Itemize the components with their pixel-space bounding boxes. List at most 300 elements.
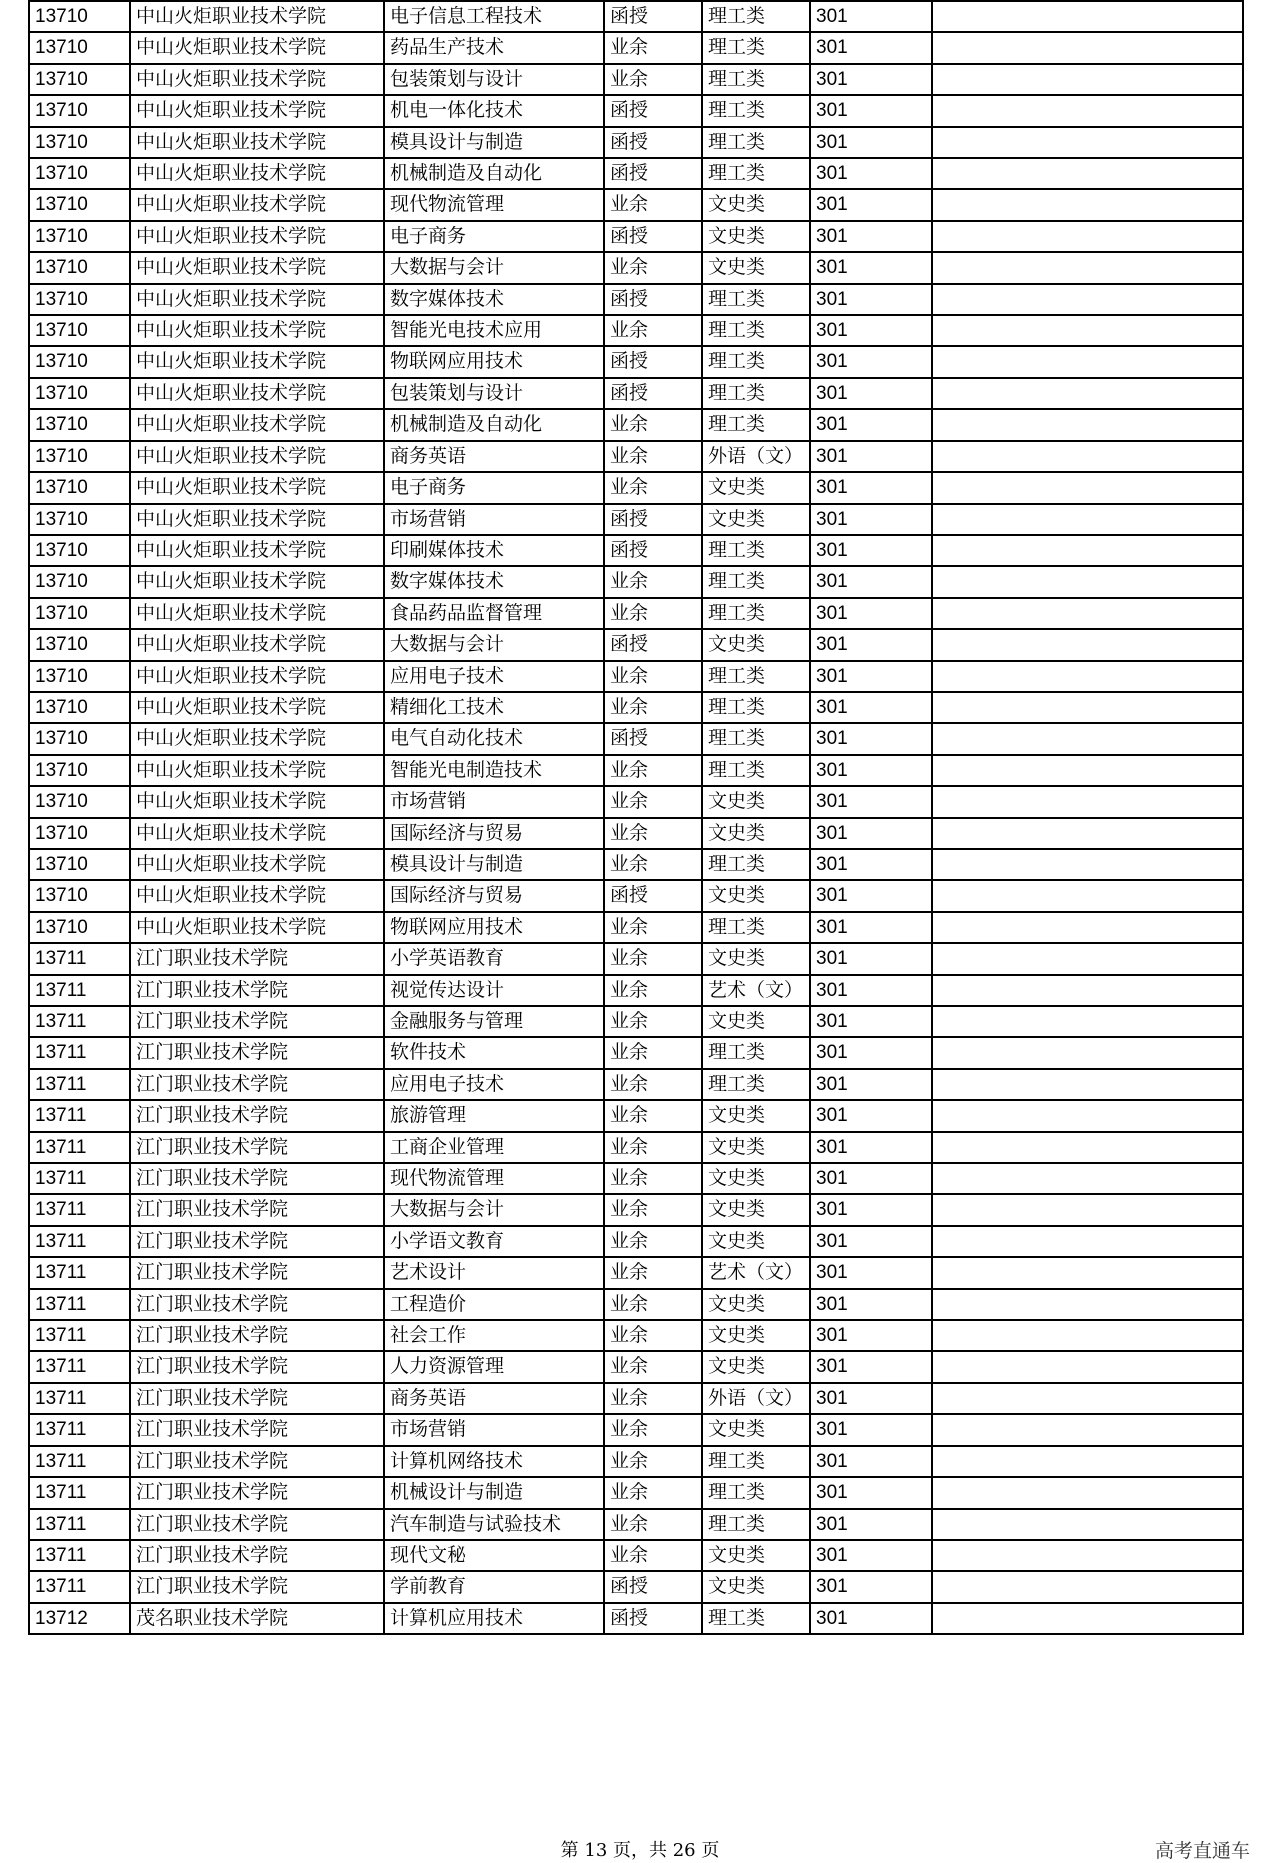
table-row [29, 504, 1243, 535]
score-cell: 301 [810, 755, 932, 786]
study-mode-cell: 业余 [604, 1006, 702, 1037]
page-footer [0, 1836, 1280, 1862]
study-mode-cell: 业余 [604, 1383, 702, 1414]
code-cell: 13711 [29, 1100, 130, 1131]
score-cell: 301 [810, 723, 932, 754]
table-row [29, 441, 1243, 472]
code-cell: 13710 [29, 127, 130, 158]
note-cell [932, 1006, 1243, 1037]
study-mode-cell: 函授 [604, 723, 702, 754]
school-cell: 中山火炬职业技术学院 [130, 284, 384, 315]
school-cell: 中山火炬职业技术学院 [130, 346, 384, 377]
study-mode-cell: 业余 [604, 1226, 702, 1257]
table-row [29, 1289, 1243, 1320]
major-cell: 物联网应用技术 [384, 346, 604, 377]
score-cell: 301 [810, 943, 932, 974]
note-cell [932, 315, 1243, 346]
code-cell: 13710 [29, 598, 130, 629]
score-cell: 301 [810, 472, 932, 503]
category-cell: 文史类 [702, 629, 810, 660]
major-cell: 工程造价 [384, 1289, 604, 1320]
table-body [29, 1, 1243, 1634]
note-cell [932, 1163, 1243, 1194]
code-cell: 13711 [29, 1540, 130, 1571]
score-cell: 301 [810, 1509, 932, 1540]
study-mode-cell: 业余 [604, 692, 702, 723]
school-cell: 中山火炬职业技术学院 [130, 189, 384, 220]
note-cell [932, 1226, 1243, 1257]
major-cell: 电子商务 [384, 472, 604, 503]
category-cell: 理工类 [702, 912, 810, 943]
school-cell: 江门职业技术学院 [130, 1320, 384, 1351]
note-cell [932, 755, 1243, 786]
note-cell [932, 1194, 1243, 1225]
category-cell: 理工类 [702, 409, 810, 440]
study-mode-cell: 业余 [604, 1540, 702, 1571]
category-cell: 理工类 [702, 346, 810, 377]
note-cell [932, 1383, 1243, 1414]
score-cell: 301 [810, 1540, 932, 1571]
score-cell: 301 [810, 1069, 932, 1100]
table-row [29, 252, 1243, 283]
school-cell: 中山火炬职业技术学院 [130, 158, 384, 189]
table-row [29, 1509, 1243, 1540]
study-mode-cell: 函授 [604, 629, 702, 660]
table-row [29, 786, 1243, 817]
major-cell: 现代物流管理 [384, 1163, 604, 1194]
code-cell: 13711 [29, 1383, 130, 1414]
major-cell: 大数据与会计 [384, 252, 604, 283]
table-row [29, 158, 1243, 189]
major-cell: 智能光电技术应用 [384, 315, 604, 346]
study-mode-cell: 业余 [604, 598, 702, 629]
score-cell: 301 [810, 441, 932, 472]
note-cell [932, 1, 1243, 32]
study-mode-cell: 函授 [604, 504, 702, 535]
major-cell: 艺术设计 [384, 1257, 604, 1288]
table-row [29, 1006, 1243, 1037]
major-cell: 机械制造及自动化 [384, 409, 604, 440]
score-cell: 301 [810, 1006, 932, 1037]
major-cell: 社会工作 [384, 1320, 604, 1351]
score-cell: 301 [810, 127, 932, 158]
brand-watermark-text: 高考直通车 [1154, 1840, 1250, 1862]
table-row [29, 189, 1243, 220]
score-cell: 301 [810, 1100, 932, 1131]
code-cell: 13710 [29, 912, 130, 943]
study-mode-cell: 业余 [604, 1100, 702, 1131]
major-cell: 电气自动化技术 [384, 723, 604, 754]
table-row [29, 315, 1243, 346]
study-mode-cell: 函授 [604, 95, 702, 126]
school-cell: 中山火炬职业技术学院 [130, 661, 384, 692]
school-cell: 江门职业技术学院 [130, 943, 384, 974]
major-cell: 现代文秘 [384, 1540, 604, 1571]
table-row [29, 629, 1243, 660]
school-cell: 中山火炬职业技术学院 [130, 912, 384, 943]
school-cell: 中山火炬职业技术学院 [130, 378, 384, 409]
code-cell: 13710 [29, 472, 130, 503]
study-mode-cell: 函授 [604, 158, 702, 189]
code-cell: 13710 [29, 284, 130, 315]
score-cell: 301 [810, 1226, 932, 1257]
major-cell: 大数据与会计 [384, 629, 604, 660]
code-cell: 13711 [29, 1132, 130, 1163]
score-cell: 301 [810, 315, 932, 346]
score-cell: 301 [810, 378, 932, 409]
table-row [29, 378, 1243, 409]
table-row [29, 661, 1243, 692]
major-cell: 应用电子技术 [384, 1069, 604, 1100]
category-cell: 外语（文） [702, 441, 810, 472]
study-mode-cell: 业余 [604, 1289, 702, 1320]
school-cell: 中山火炬职业技术学院 [130, 95, 384, 126]
school-cell: 江门职业技术学院 [130, 1414, 384, 1445]
major-cell: 机械制造及自动化 [384, 158, 604, 189]
school-cell: 中山火炬职业技术学院 [130, 880, 384, 911]
school-cell: 中山火炬职业技术学院 [130, 252, 384, 283]
score-cell: 301 [810, 95, 932, 126]
note-cell [932, 943, 1243, 974]
code-cell: 13711 [29, 1571, 130, 1602]
category-cell: 理工类 [702, 566, 810, 597]
school-cell: 江门职业技术学院 [130, 1100, 384, 1131]
category-cell: 理工类 [702, 127, 810, 158]
category-cell: 理工类 [702, 1509, 810, 1540]
category-cell: 艺术（文） [702, 975, 810, 1006]
major-cell: 国际经济与贸易 [384, 880, 604, 911]
table-row [29, 723, 1243, 754]
score-cell: 301 [810, 1037, 932, 1068]
study-mode-cell: 函授 [604, 880, 702, 911]
school-cell: 江门职业技术学院 [130, 1383, 384, 1414]
category-cell: 文史类 [702, 472, 810, 503]
note-cell [932, 535, 1243, 566]
category-cell: 外语（文） [702, 1383, 810, 1414]
category-cell: 文史类 [702, 1289, 810, 1320]
note-cell [932, 818, 1243, 849]
note-cell [932, 189, 1243, 220]
school-cell: 江门职业技术学院 [130, 1289, 384, 1320]
code-cell: 13711 [29, 1226, 130, 1257]
code-cell: 13710 [29, 880, 130, 911]
note-cell [932, 975, 1243, 1006]
category-cell: 理工类 [702, 692, 810, 723]
study-mode-cell: 函授 [604, 1603, 702, 1634]
code-cell: 13711 [29, 1289, 130, 1320]
school-cell: 中山火炬职业技术学院 [130, 409, 384, 440]
table-row [29, 943, 1243, 974]
note-cell [932, 1069, 1243, 1100]
table-row [29, 818, 1243, 849]
category-cell: 理工类 [702, 535, 810, 566]
code-cell: 13710 [29, 1, 130, 32]
code-cell: 13711 [29, 1446, 130, 1477]
major-cell: 计算机应用技术 [384, 1603, 604, 1634]
major-cell: 食品药品监督管理 [384, 598, 604, 629]
table-row [29, 1477, 1243, 1508]
note-cell [932, 409, 1243, 440]
category-cell: 艺术（文） [702, 1257, 810, 1288]
school-cell: 中山火炬职业技术学院 [130, 755, 384, 786]
study-mode-cell: 业余 [604, 1320, 702, 1351]
school-cell: 江门职业技术学院 [130, 1351, 384, 1382]
note-cell [932, 1603, 1243, 1634]
note-cell [932, 598, 1243, 629]
study-mode-cell: 业余 [604, 1163, 702, 1194]
note-cell [932, 566, 1243, 597]
code-cell: 13710 [29, 535, 130, 566]
page-number: 第 13 页，共 26 页 [560, 1840, 720, 1861]
score-cell: 301 [810, 1446, 932, 1477]
study-mode-cell: 业余 [604, 818, 702, 849]
major-cell: 包装策划与设计 [384, 64, 604, 95]
code-cell: 13712 [29, 1603, 130, 1634]
code-cell: 13711 [29, 1509, 130, 1540]
note-cell [932, 1289, 1243, 1320]
major-cell: 数字媒体技术 [384, 566, 604, 597]
code-cell: 13710 [29, 221, 130, 252]
category-cell: 文史类 [702, 1226, 810, 1257]
study-mode-cell: 函授 [604, 127, 702, 158]
score-cell: 301 [810, 629, 932, 660]
code-cell: 13710 [29, 189, 130, 220]
school-cell: 江门职业技术学院 [130, 1257, 384, 1288]
school-cell: 中山火炬职业技术学院 [130, 786, 384, 817]
score-cell: 301 [810, 880, 932, 911]
score-cell: 301 [810, 1477, 932, 1508]
table-row [29, 975, 1243, 1006]
category-cell: 理工类 [702, 723, 810, 754]
study-mode-cell: 业余 [604, 1194, 702, 1225]
note-cell [932, 692, 1243, 723]
score-cell: 301 [810, 661, 932, 692]
code-cell: 13710 [29, 95, 130, 126]
table-row [29, 1320, 1243, 1351]
study-mode-cell: 函授 [604, 378, 702, 409]
note-cell [932, 661, 1243, 692]
table-row [29, 598, 1243, 629]
category-cell: 文史类 [702, 1351, 810, 1382]
table-row [29, 1132, 1243, 1163]
table-row [29, 566, 1243, 597]
note-cell [932, 95, 1243, 126]
category-cell: 文史类 [702, 818, 810, 849]
school-cell: 中山火炬职业技术学院 [130, 1, 384, 32]
code-cell: 13710 [29, 346, 130, 377]
major-cell: 电子信息工程技术 [384, 1, 604, 32]
study-mode-cell: 函授 [604, 1, 702, 32]
note-cell [932, 1414, 1243, 1445]
category-cell: 理工类 [702, 284, 810, 315]
major-cell: 市场营销 [384, 1414, 604, 1445]
school-cell: 江门职业技术学院 [130, 1540, 384, 1571]
score-cell: 301 [810, 1132, 932, 1163]
category-cell: 文史类 [702, 943, 810, 974]
category-cell: 文史类 [702, 1540, 810, 1571]
major-cell: 商务英语 [384, 441, 604, 472]
table-row [29, 912, 1243, 943]
code-cell: 13711 [29, 1037, 130, 1068]
table-row [29, 1603, 1243, 1634]
note-cell [932, 441, 1243, 472]
school-cell: 江门职业技术学院 [130, 975, 384, 1006]
category-cell: 文史类 [702, 504, 810, 535]
code-cell: 13710 [29, 755, 130, 786]
school-cell: 中山火炬职业技术学院 [130, 472, 384, 503]
score-cell: 301 [810, 566, 932, 597]
school-cell: 江门职业技术学院 [130, 1226, 384, 1257]
score-cell: 301 [810, 1163, 932, 1194]
note-cell [932, 346, 1243, 377]
table-row [29, 1414, 1243, 1445]
category-cell: 理工类 [702, 755, 810, 786]
study-mode-cell: 业余 [604, 315, 702, 346]
note-cell [932, 1571, 1243, 1602]
category-cell: 理工类 [702, 64, 810, 95]
major-cell: 市场营销 [384, 786, 604, 817]
school-cell: 中山火炬职业技术学院 [130, 566, 384, 597]
note-cell [932, 504, 1243, 535]
category-cell: 文史类 [702, 1414, 810, 1445]
code-cell: 13710 [29, 32, 130, 63]
school-cell: 江门职业技术学院 [130, 1069, 384, 1100]
code-cell: 13710 [29, 629, 130, 660]
major-cell: 机电一体化技术 [384, 95, 604, 126]
score-cell: 301 [810, 32, 932, 63]
score-cell: 301 [810, 912, 932, 943]
major-cell: 现代物流管理 [384, 189, 604, 220]
major-cell: 物联网应用技术 [384, 912, 604, 943]
note-cell [932, 1132, 1243, 1163]
code-cell: 13711 [29, 975, 130, 1006]
major-cell: 小学语文教育 [384, 1226, 604, 1257]
school-cell: 中山火炬职业技术学院 [130, 504, 384, 535]
code-cell: 13710 [29, 504, 130, 535]
school-cell: 中山火炬职业技术学院 [130, 692, 384, 723]
study-mode-cell: 业余 [604, 189, 702, 220]
study-mode-cell: 业余 [604, 1414, 702, 1445]
study-mode-cell: 业余 [604, 1477, 702, 1508]
study-mode-cell: 业余 [604, 1257, 702, 1288]
note-cell [932, 32, 1243, 63]
school-cell: 江门职业技术学院 [130, 1571, 384, 1602]
category-cell: 文史类 [702, 1006, 810, 1037]
category-cell: 理工类 [702, 315, 810, 346]
major-cell: 机械设计与制造 [384, 1477, 604, 1508]
study-mode-cell: 业余 [604, 252, 702, 283]
category-cell: 理工类 [702, 158, 810, 189]
note-cell [932, 1351, 1243, 1382]
score-cell: 301 [810, 692, 932, 723]
major-cell: 大数据与会计 [384, 1194, 604, 1225]
table-row [29, 1571, 1243, 1602]
category-cell: 理工类 [702, 1477, 810, 1508]
code-cell: 13711 [29, 1006, 130, 1037]
category-cell: 文史类 [702, 880, 810, 911]
admissions-table [28, 0, 1244, 1635]
table-row [29, 32, 1243, 63]
score-cell: 301 [810, 1257, 932, 1288]
study-mode-cell: 业余 [604, 566, 702, 597]
school-cell: 中山火炬职业技术学院 [130, 32, 384, 63]
study-mode-cell: 业余 [604, 849, 702, 880]
note-cell [932, 1320, 1243, 1351]
school-cell: 中山火炬职业技术学院 [130, 221, 384, 252]
school-cell: 江门职业技术学院 [130, 1163, 384, 1194]
score-cell: 301 [810, 64, 932, 95]
major-cell: 金融服务与管理 [384, 1006, 604, 1037]
note-cell [932, 629, 1243, 660]
study-mode-cell: 业余 [604, 1509, 702, 1540]
code-cell: 13710 [29, 441, 130, 472]
note-cell [932, 221, 1243, 252]
study-mode-cell: 业余 [604, 943, 702, 974]
table-row [29, 1069, 1243, 1100]
table-row [29, 1257, 1243, 1288]
school-cell: 中山火炬职业技术学院 [130, 598, 384, 629]
school-cell: 中山火炬职业技术学院 [130, 315, 384, 346]
major-cell: 国际经济与贸易 [384, 818, 604, 849]
note-cell [932, 1446, 1243, 1477]
table-row [29, 692, 1243, 723]
table-row [29, 64, 1243, 95]
major-cell: 精细化工技术 [384, 692, 604, 723]
category-cell: 文史类 [702, 1194, 810, 1225]
table-row [29, 1226, 1243, 1257]
major-cell: 商务英语 [384, 1383, 604, 1414]
major-cell: 市场营销 [384, 504, 604, 535]
study-mode-cell: 业余 [604, 1069, 702, 1100]
major-cell: 软件技术 [384, 1037, 604, 1068]
school-cell: 中山火炬职业技术学院 [130, 723, 384, 754]
score-cell: 301 [810, 1351, 932, 1382]
score-cell: 301 [810, 975, 932, 1006]
table-row [29, 1383, 1243, 1414]
code-cell: 13711 [29, 1163, 130, 1194]
category-cell: 文史类 [702, 221, 810, 252]
table-row [29, 1446, 1243, 1477]
code-cell: 13711 [29, 1069, 130, 1100]
category-cell: 文史类 [702, 1571, 810, 1602]
school-cell: 江门职业技术学院 [130, 1037, 384, 1068]
study-mode-cell: 业余 [604, 441, 702, 472]
score-cell: 301 [810, 535, 932, 566]
score-cell: 301 [810, 284, 932, 315]
note-cell [932, 1100, 1243, 1131]
category-cell: 理工类 [702, 661, 810, 692]
table-row [29, 1540, 1243, 1571]
note-cell [932, 64, 1243, 95]
score-cell: 301 [810, 1383, 932, 1414]
school-cell: 中山火炬职业技术学院 [130, 629, 384, 660]
code-cell: 13710 [29, 252, 130, 283]
note-cell [932, 723, 1243, 754]
note-cell [932, 786, 1243, 817]
score-cell: 301 [810, 158, 932, 189]
table-row [29, 1, 1243, 32]
note-cell [932, 1257, 1243, 1288]
note-cell [932, 1540, 1243, 1571]
note-cell [932, 880, 1243, 911]
study-mode-cell: 业余 [604, 755, 702, 786]
code-cell: 13710 [29, 158, 130, 189]
score-cell: 301 [810, 786, 932, 817]
score-cell: 301 [810, 1, 932, 32]
major-cell: 小学英语教育 [384, 943, 604, 974]
note-cell [932, 849, 1243, 880]
category-cell: 理工类 [702, 1037, 810, 1068]
